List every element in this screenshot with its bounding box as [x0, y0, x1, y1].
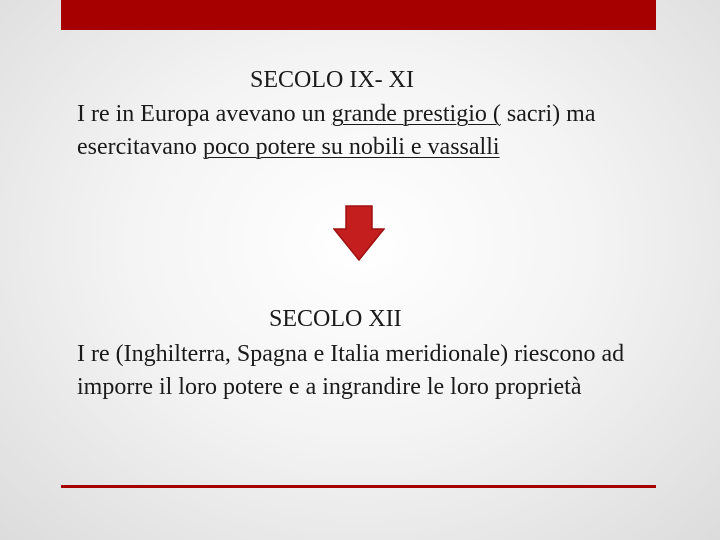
text-segment: sacri) ma esercitavano — [77, 101, 596, 160]
text-segment: I re in Europa avevano un — [77, 101, 332, 127]
underlined-grande-prestigio: grande prestigio ( — [331, 101, 501, 127]
underlined-poco-potere: poco potere su nobili e vassalli — [202, 134, 500, 160]
heading-secolo-ix-xi: SECOLO IX- XI — [250, 67, 414, 93]
paragraph-kings-prestige — [77, 98, 637, 164]
heading-secolo-xii: SECOLO XII — [269, 306, 402, 332]
bottom-accent-line — [61, 485, 656, 488]
arrow-down-icon — [333, 205, 385, 261]
paragraph-kings-power: I re (Inghilterra, Spagna e Italia meridionale) riescono ad imporre il loro potere e a ingrandire le loro proprietà — [77, 341, 625, 400]
top-accent-bar — [61, 0, 656, 30]
